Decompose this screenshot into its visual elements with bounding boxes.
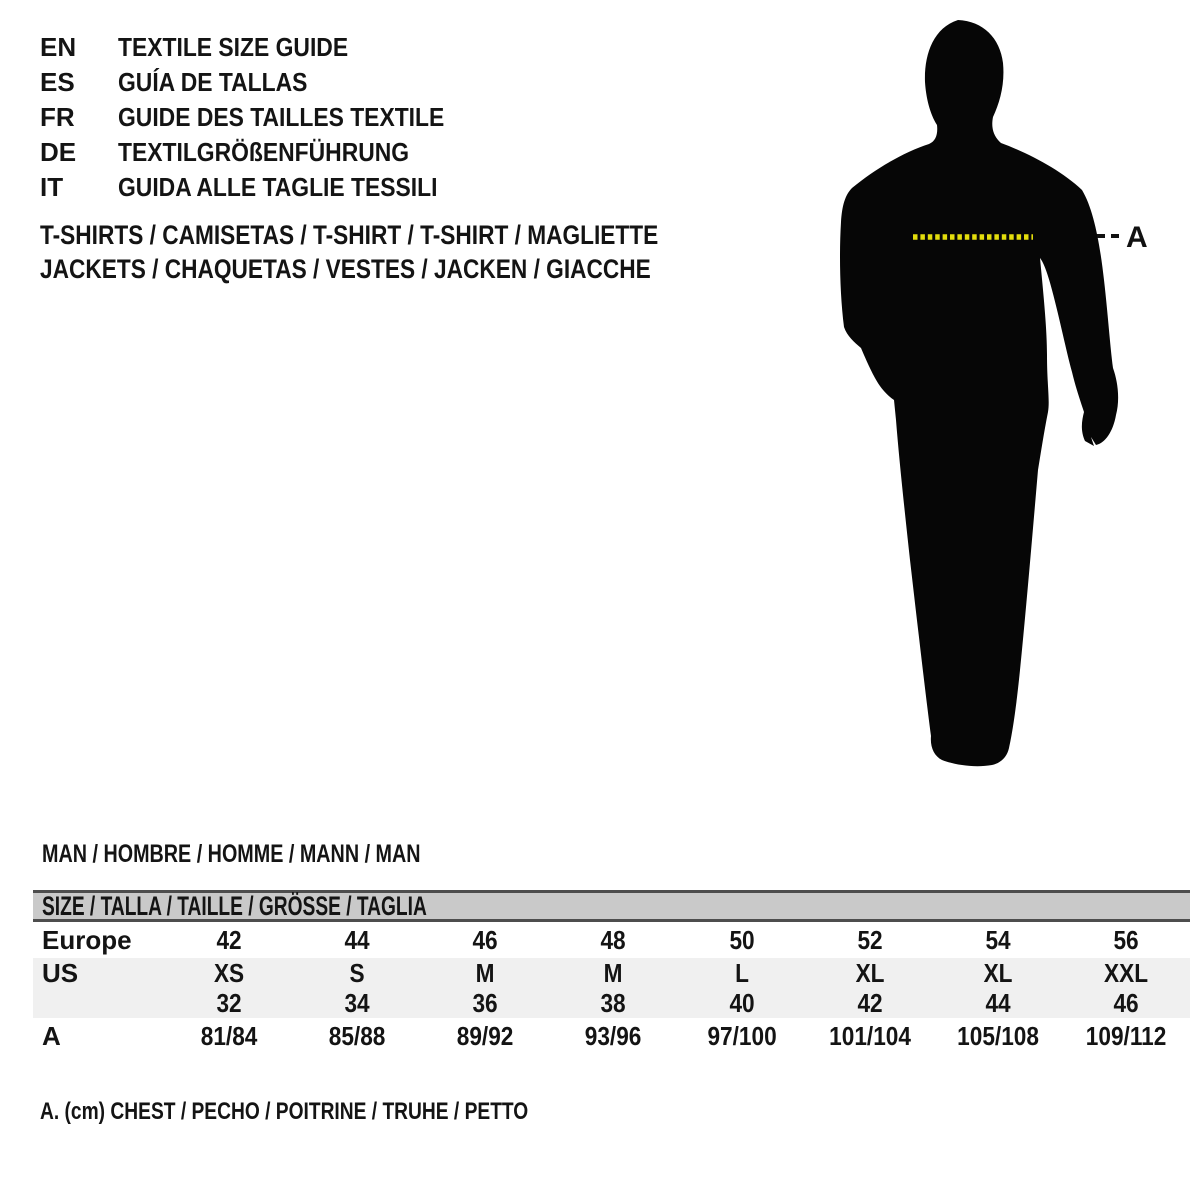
table-cell: 101/104 bbox=[828, 1020, 911, 1051]
language-code: EN bbox=[40, 32, 77, 62]
table-cell: 42 bbox=[216, 924, 242, 955]
table-cell: XXL bbox=[1103, 957, 1148, 988]
language-label: TEXTILGRÖßENFÜHRUNG bbox=[118, 137, 410, 167]
table-cell: 89/92 bbox=[456, 1020, 514, 1051]
category-line-jackets bbox=[40, 252, 776, 286]
language-code: IT bbox=[40, 172, 64, 202]
table-cell: XS bbox=[213, 957, 245, 988]
table-cell: M bbox=[475, 957, 495, 988]
measurement-footnote bbox=[40, 1097, 650, 1127]
table-cell: M bbox=[604, 957, 623, 988]
table-cell: S bbox=[349, 957, 365, 988]
table-cell: 48 bbox=[600, 924, 627, 955]
language-label: GUIDA ALLE TAGLIE TESSILI bbox=[118, 172, 438, 202]
table-cell: 42 bbox=[857, 987, 883, 1018]
man-silhouette bbox=[840, 20, 1118, 766]
language-row bbox=[40, 170, 489, 205]
table-cell: 85/88 bbox=[328, 1020, 386, 1051]
table-cell: 50 bbox=[728, 924, 755, 955]
category-list bbox=[40, 218, 776, 286]
language-code: ES bbox=[40, 67, 75, 97]
table-cell: XL bbox=[855, 957, 885, 988]
table-cell: 93/96 bbox=[585, 1020, 642, 1051]
table-cell: 46 bbox=[1113, 987, 1139, 1018]
table-cell: 105/108 bbox=[956, 1020, 1039, 1051]
language-row bbox=[40, 135, 489, 170]
man-silhouette-svg bbox=[830, 10, 1160, 800]
table-cell: XL bbox=[983, 957, 1013, 988]
language-code: DE bbox=[40, 137, 77, 167]
size-table-rows bbox=[33, 922, 1190, 1054]
table-row bbox=[33, 922, 1190, 958]
size-table-header bbox=[33, 890, 1190, 922]
table-cell: 46 bbox=[472, 924, 498, 955]
table-cell: 109/112 bbox=[1085, 1020, 1167, 1051]
language-label: TEXTILE SIZE GUIDE bbox=[118, 32, 349, 62]
table-cell: 56 bbox=[1113, 924, 1139, 955]
table-cell: 81/84 bbox=[200, 1020, 258, 1051]
table-row bbox=[33, 988, 1190, 1018]
table-row bbox=[33, 1018, 1190, 1054]
language-code: FR bbox=[40, 102, 75, 132]
language-row bbox=[40, 100, 489, 135]
table-cell: 40 bbox=[728, 987, 755, 1018]
language-label: GUÍA DE TALLAS bbox=[118, 67, 308, 97]
category-line-jackets-text: JACKETS / CHAQUETAS / VESTES / JACKEN / GIACCHE bbox=[40, 253, 651, 284]
size-table-header-text: SIZE / TALLA / TAILLE / GRÖSSE / TAGLIA bbox=[42, 890, 427, 921]
language-row bbox=[40, 30, 489, 65]
table-cell: 32 bbox=[216, 987, 242, 1018]
section-title bbox=[42, 839, 521, 869]
measure-label: A bbox=[1126, 221, 1148, 254]
table-cell: 54 bbox=[985, 924, 1011, 955]
language-row bbox=[40, 65, 489, 100]
table-row-label: Europe bbox=[42, 924, 132, 955]
table-cell: 34 bbox=[344, 987, 370, 1018]
measurement-footnote-text: A. (cm) CHEST / PECHO / POITRINE / TRUHE / PETTO bbox=[40, 1098, 529, 1125]
table-cell: 97/100 bbox=[706, 1020, 777, 1051]
table-cell: 52 bbox=[857, 924, 883, 955]
table-cell: 38 bbox=[600, 987, 627, 1018]
table-cell: L bbox=[734, 957, 749, 988]
man-figure bbox=[830, 10, 1160, 800]
category-line-tshirts bbox=[40, 218, 776, 252]
table-cell: 44 bbox=[344, 924, 370, 955]
category-line-tshirts-text: T-SHIRTS / CAMISETAS / T-SHIRT / T-SHIRT / MAGLIETTE bbox=[40, 219, 659, 250]
table-row-label: US bbox=[42, 957, 79, 988]
table-row-label: A bbox=[42, 1020, 61, 1051]
table-cell: 36 bbox=[472, 987, 498, 1018]
section-title-text: MAN / HOMBRE / HOMME / MANN / MAN bbox=[42, 839, 421, 868]
language-label: GUIDE DES TAILLES TEXTILE bbox=[118, 102, 445, 132]
size-table bbox=[33, 890, 1190, 1054]
language-list bbox=[40, 30, 489, 205]
table-cell: 44 bbox=[985, 987, 1011, 1018]
table-row bbox=[33, 958, 1190, 988]
